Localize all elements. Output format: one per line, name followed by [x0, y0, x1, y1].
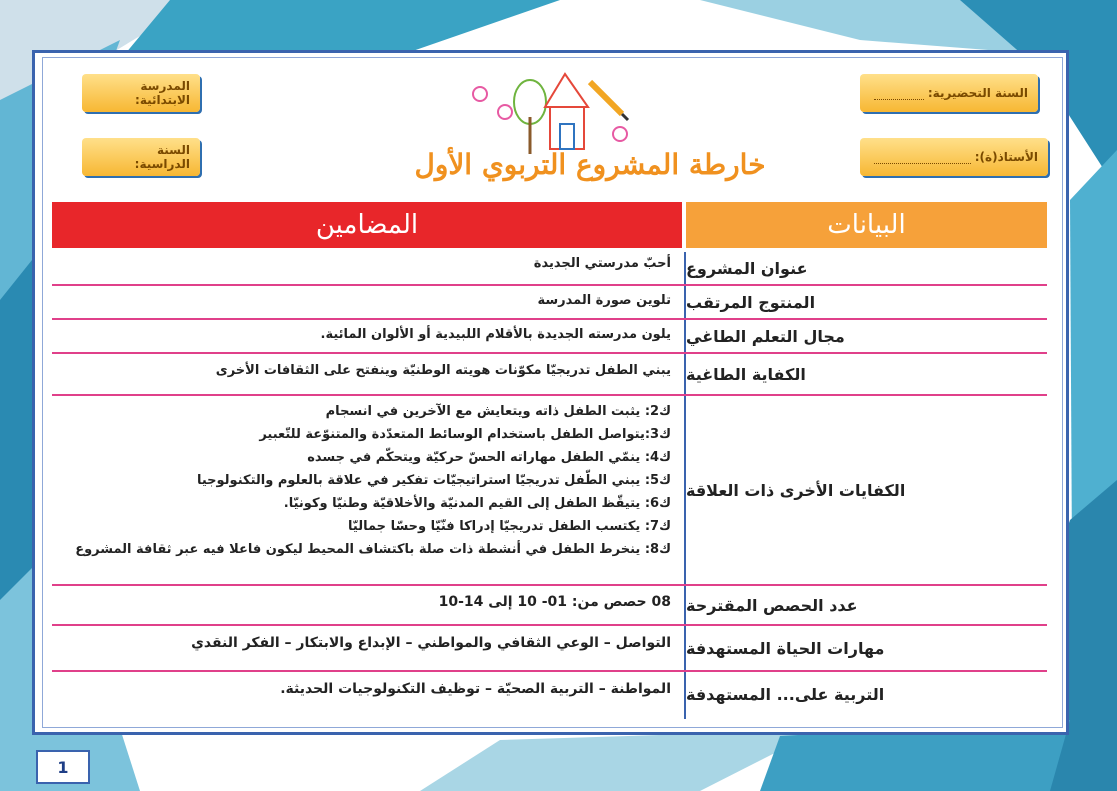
row-label: عدد الحصص المقترحة [686, 595, 858, 615]
school-year-field [82, 138, 200, 176]
table-row [52, 320, 1047, 354]
row-text: ك7: يكتسب الطفل تدريجيّا إدراكا فنّيّا وحسّا جماليّا [348, 519, 671, 534]
teacher-field [860, 138, 1048, 176]
row-text: يلون مدرسته الجديدة بالأقلام اللبيدية أو الألوان المائية. [320, 327, 671, 342]
row-text: ك3:يتواصل الطفل باستخدام الوسائط المتعدّدة والمتنوّعة للتّعبير [259, 427, 671, 442]
row-content [52, 286, 677, 318]
prep-year-dots [874, 87, 924, 100]
row-label: التربية على... المستهدفة [686, 684, 885, 704]
row-text: أحبّ مدرستي الجديدة [533, 256, 671, 271]
row-content [52, 320, 677, 352]
row-label: الكفاية الطاغية [686, 364, 806, 384]
row-content [52, 672, 677, 716]
table-row [52, 286, 1047, 320]
row-label: مجال التعلم الطاغي [686, 326, 845, 346]
teacher-dots [874, 151, 971, 164]
row-text: ك5: يبني الطّفل تدريجيّا استراتيجيّات تفكير في علاقة بالعلوم والتكنولوجيا [196, 473, 671, 488]
table-row [52, 626, 1047, 672]
school-field [82, 74, 200, 112]
row-text: ك4: ينمّي الطفل مهاراته الحسّ حركيّة ويتحكّم في جسده [307, 450, 671, 465]
table-row [52, 586, 1047, 626]
page-title: خارطة المشروع التربوي الأول [414, 148, 766, 181]
row-text: ك8: ينخرط الطفل في أنشطة ذات صلة باكتشاف المحيط ليكون فاعلا فيه عبر ثقافة المشروع [75, 542, 671, 557]
row-label: المنتوج المرتقب [686, 292, 816, 312]
table-row [52, 672, 1047, 716]
row-content [52, 626, 677, 670]
row-label: مهارات الحياة المستهدفة [686, 638, 885, 658]
school-year-label: السنة الدراسية: [134, 143, 190, 171]
prep-year-label: السنة التحضيرية: [927, 86, 1028, 100]
row-text: 08 حصص من: 01- 10 إلى 14-10 [438, 594, 671, 610]
table-row [52, 252, 1047, 286]
row-text: تلوين صورة المدرسة [537, 293, 671, 308]
row-label: الكفايات الأخرى ذات العلاقة [686, 480, 906, 500]
table-row [52, 354, 1047, 396]
row-content [52, 586, 677, 624]
content-column-header: المضامين [52, 202, 682, 248]
page-number: 1 [36, 750, 90, 784]
row-text: ك6: يتيقّظ الطفل إلى القيم المدنيّة والأخلاقيّة وطنيّا وكونيّا. [283, 496, 671, 511]
row-content [52, 252, 677, 284]
row-text: المواطنة – التربية الصحيّة – توظيف التكنولوجيات الحديثة. [280, 681, 671, 697]
row-content [52, 354, 677, 394]
teacher-label: الأستاذ(ة): [974, 150, 1038, 164]
data-column-header: البيانات [686, 202, 1047, 248]
prep-year-field [860, 74, 1038, 112]
school-label: المدرسة الابتدائية: [135, 79, 190, 107]
row-label: عنوان المشروع [686, 258, 808, 278]
table-row [52, 396, 1047, 586]
row-text: يبني الطفل تدريجيّا مكوّنات هويته الوطنيّة وينفتح على الثقافات الأخرى [215, 363, 671, 378]
row-text: التواصل – الوعي الثقافي والمواطني – الإبداع والابتكار – الفكر النقدي [191, 635, 671, 651]
row-content [52, 396, 677, 584]
row-text: ك2: يثبت الطفل ذاته ويتعايش مع الآخرين في انسجام [325, 404, 671, 419]
house-drawing-icon [460, 62, 640, 162]
